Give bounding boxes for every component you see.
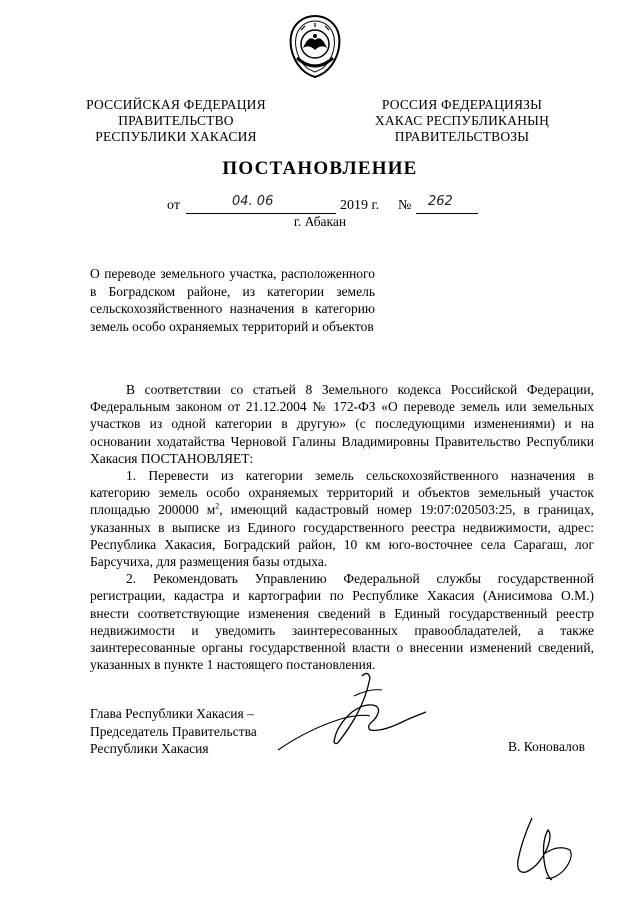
document-body xyxy=(90,381,594,673)
handwritten-initials xyxy=(508,810,580,890)
date-prefix: от xyxy=(167,198,180,213)
header-right-line-3: ПРАВИТЕЛЬСТВОЗЫ xyxy=(394,129,530,144)
header-left xyxy=(66,97,286,145)
signatory-position-line-1: Глава Республики Хакасия – xyxy=(90,706,254,721)
document-title: ПОСТАНОВЛЕНИЕ xyxy=(222,158,418,179)
coat-of-arms-emblem xyxy=(287,14,343,78)
body-intro: В соответствии со статьей 8 Земельного кодекса Российской Федерации, Федеральным законом от 21.12.2004 № 172-ФЗ «О переводе земель или земельных участков из одной категории в другую» (с последующими изменениями) и на основании ходатайства Черновой Галины Владимировны Правительство Республики Хакасия ПОСТАНОВЛЯЕТ: xyxy=(90,382,594,466)
document-subject: О переводе земельного участка, расположенного в Боградском районе, из категории земель сельскохозяйственного назначения в категорию земель особо охраняемых территорий и объектов xyxy=(90,266,375,334)
signatory-position-line-3: Республики Хакасия xyxy=(90,741,209,756)
number-handwritten: 262 xyxy=(428,194,453,209)
header-right-line-1: РОССИЯ ФЕДЕРАЦИЯЗЫ xyxy=(381,97,543,112)
header-right-line-2: ХАКАС РЕСПУБЛИКАНЫҢ xyxy=(374,113,550,128)
area-unit-superscript: 2 xyxy=(215,501,220,511)
handwritten-signature xyxy=(270,668,430,758)
header-left-line-3: РЕСПУБЛИКИ ХАКАСИЯ xyxy=(95,129,257,144)
signatory-position-line-2: Председатель Правительства xyxy=(90,723,257,739)
header-right xyxy=(352,97,572,145)
number-sign: № xyxy=(398,198,412,213)
city: г. Абакан xyxy=(293,214,347,229)
date-handwritten: 04. 06 xyxy=(232,194,274,209)
signatory-name: В. Коновалов xyxy=(508,739,585,754)
year: 2019 г. xyxy=(340,198,380,213)
body-item-1: 1. Перевести из категории земель сельскохозяйственного назначения в категорию земель особо охраняемых территорий и объектов земельный участок площадью 200000 $м^2$, имеющий кадастровый номер 19:07:020503:25, в границах, указанных в выписке из Единого государственного реестра недвижимости, адрес: Республика Хакасия, Боградский район, 10 км юго-восточнее села Сарагаш, лог Барсучиха, для размещения базы отдыха. xyxy=(90,468,594,570)
body-item-2: 2. Рекомендовать Управлению Федеральной службы государственной регистрации, кадастра и картографии по Республике Хакасия (Анисимова О.М.) внести соответствующие изменения сведений в Единый государственный реестр недвижимости и уведомить заинтересованных правообладателей, а также заинтересованные органы государственной власти о внесении изменений сведений, указанных в пункте 1 настоящего постановления. xyxy=(90,571,594,673)
header-left-line-2: ПРАВИТЕЛЬСТВО xyxy=(118,113,234,128)
header-left-line-1: РОССИЙСКАЯ ФЕДЕРАЦИЯ xyxy=(86,97,266,112)
